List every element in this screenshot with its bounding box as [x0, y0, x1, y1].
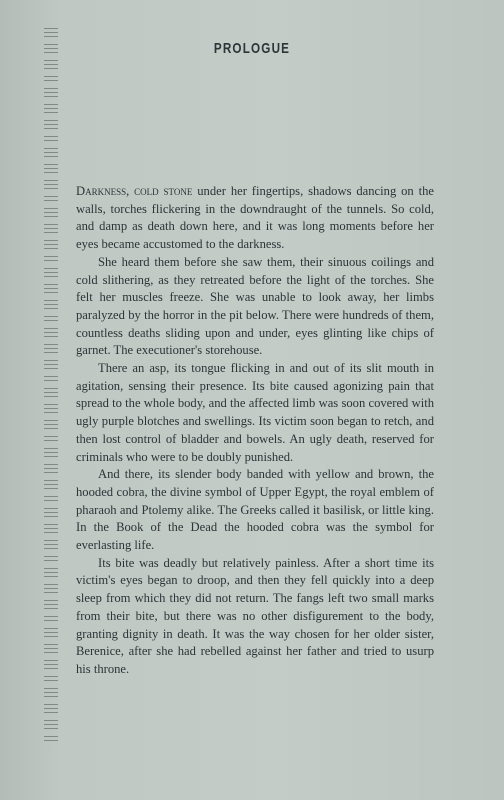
paragraph-4: And there, its slender body banded with yellow and brown, the hooded cobra, the divine symbol of Upper Egypt, the royal emblem of pharaoh and Ptolemy alike. The Greeks called it basilisk, or little king. In the Book of the Dead the hooded cobra was the symbol for everlasting life.: [76, 467, 434, 553]
paragraph-5: Its bite was deadly but relatively painless. After a short time its victim's eyes began to droop, and then they fell quickly into a deep sleep from which they did not return. The fangs left two small marks from their bite, but there was no other disfigurement to the body, granting dignity in death. It was the way chosen for her older sister, Berenice, after she had rebelled against her father and tried to usurp his throne.: [76, 555, 434, 676]
spiral-binding-edge: [44, 28, 58, 748]
paragraph-1: [76, 183, 434, 254]
paragraph-2: She heard them before she saw them, their sinuous coilings and cold slithering, as they retreated before the light of the torches. She felt her muscles freeze. She was unable to look away, her limbs paralyzed by the horror in the pit below. There were hundreds of them, countless deaths sliding upon and under, eyes glinting like chips of garnet. The executioner's storehouse.: [76, 254, 434, 358]
chapter-heading: PROLOGUE: [213, 40, 291, 57]
paragraph-3: There an asp, its tongue flicking in and out of its slit mouth in agitation, sensing their presence. Its bite caused agonizing pain that spread to the whole body, and the affected limb was soon covered with ugly purple blotches and swellings. Its victim soon began to retch, and then lost control of bladder and bowels. An ugly death, reserved for criminals who were to be doubly punished.: [76, 361, 434, 464]
prologue-body-text: [76, 183, 434, 679]
opening-small-caps: Darkness, cold stone: [76, 184, 193, 198]
paragraph-1-text: under her fingertips, shadows dancing on the walls, torches flickering in the downdraught of the tunnels. So cold, and damp as death down here, and it was long moments before her eyes became accustomed to the darkness.: [76, 184, 434, 252]
